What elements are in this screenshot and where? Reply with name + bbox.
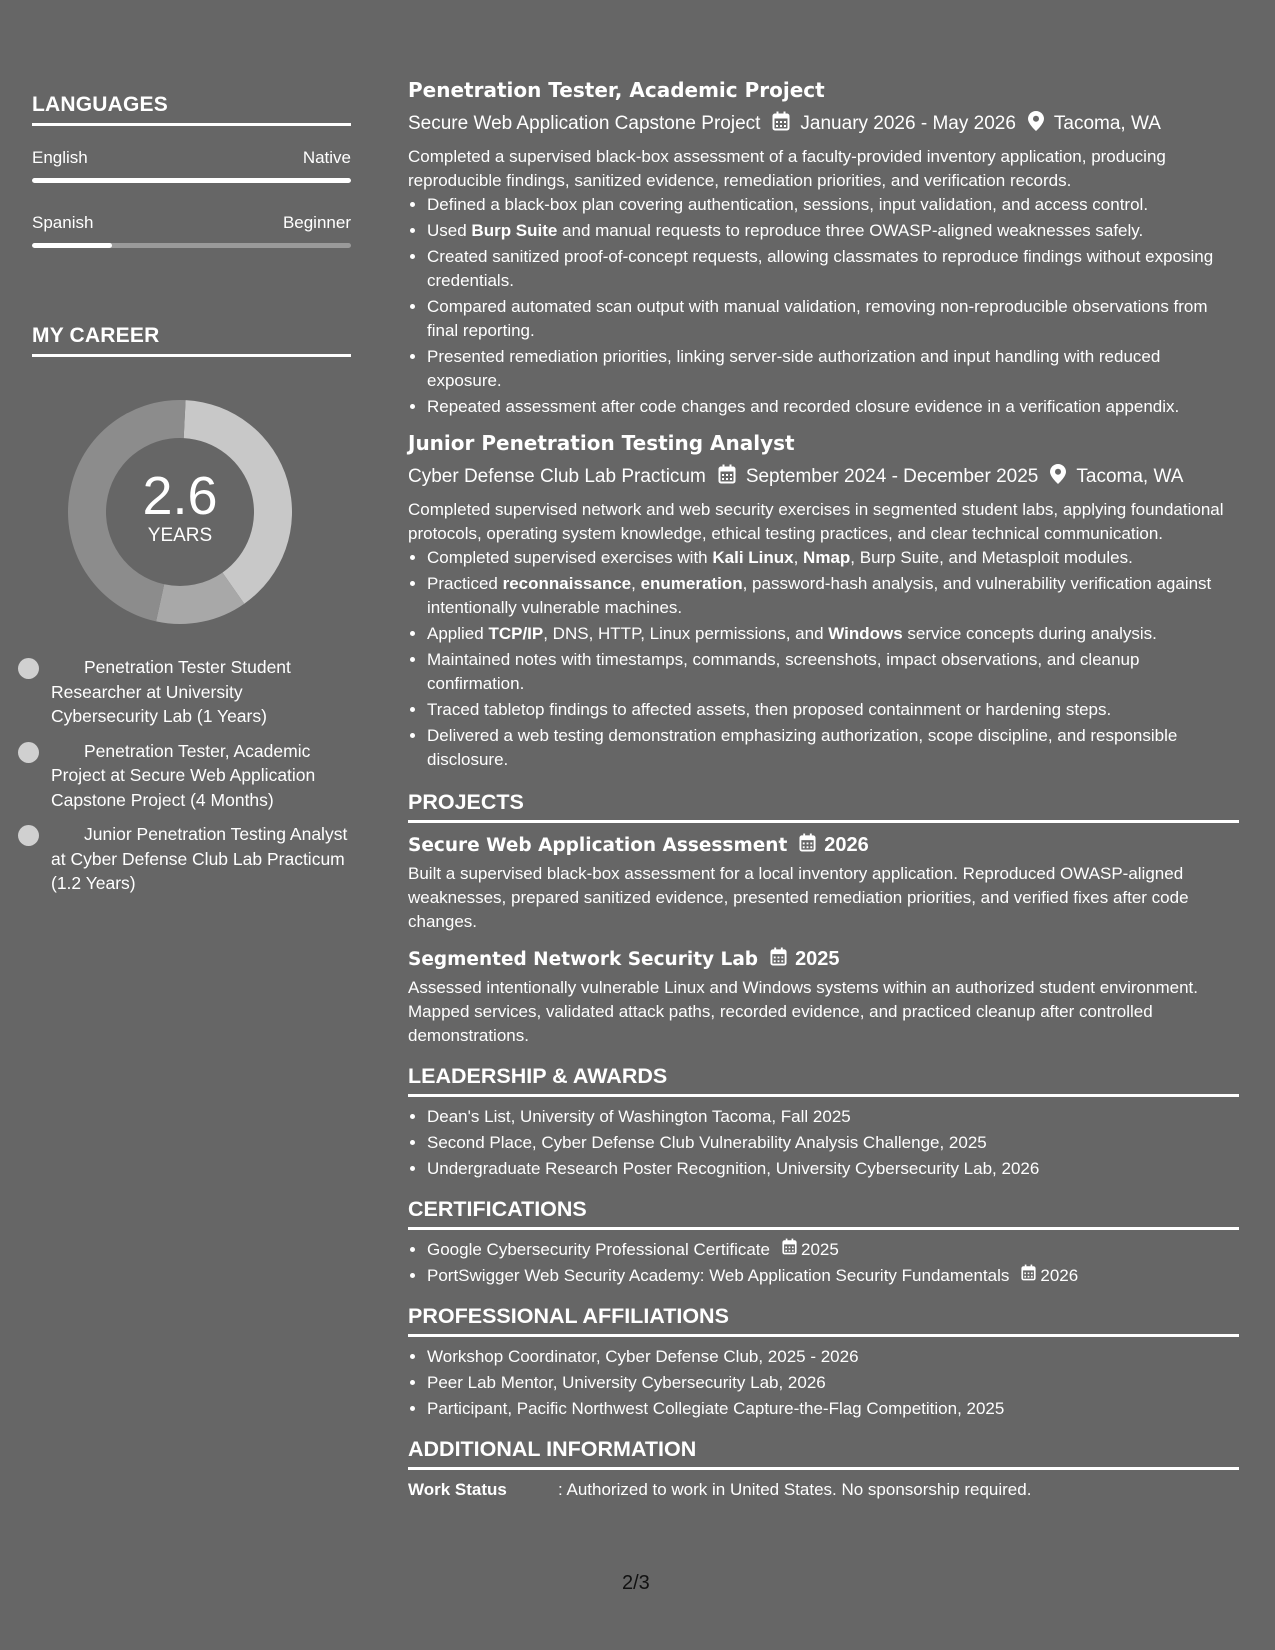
projects-heading: PROJECTS [408, 790, 1239, 823]
leadership-item: • Dean's List, University of Washington Tacoma, Fall 2025 [427, 1105, 1239, 1129]
career-list [32, 655, 351, 896]
bullet-text: Compared automated scan output with manual validation, removing non-reproducible observations from final reporting. [427, 297, 1208, 340]
location-pin-icon [1028, 111, 1044, 137]
bullet-keyword: TCP/IP [488, 624, 544, 643]
career-item-text: Penetration Tester Student Researcher at University Cybersecurity Lab (1 Years) [51, 657, 291, 726]
language-name: Spanish [32, 213, 94, 232]
bullet-text: Delivered a web testing demonstration emphasizing authorization, scope discipline, and responsible disclosure. [427, 726, 1178, 769]
career-heading: MY CAREER [32, 324, 351, 357]
page-number: 2/3 [622, 1572, 650, 1594]
calendar-icon [799, 833, 816, 857]
project-description: Built a supervised black-box assessment for a local inventory application. Reproduced OWASP-aligned weaknesses, prepared sanitized evidence, presented remediation priorities, and verified fixes after code changes. [408, 864, 1189, 931]
main-content [408, 78, 1239, 1500]
certification-item [427, 1264, 1239, 1288]
bullet-text: , DNS, HTTP, Linux permissions, and [543, 624, 829, 643]
job-bullets [408, 546, 1239, 772]
legend-dot [18, 658, 39, 679]
language-proficiency-bar [32, 243, 351, 248]
bullet-text: service concepts during analysis. [902, 624, 1157, 643]
experience-entry [408, 431, 1239, 772]
job-organization: Cyber Defense Club Lab Practicum [408, 466, 706, 487]
job-bullet [427, 345, 1239, 393]
leadership-heading: LEADERSHIP & AWARDS [408, 1064, 1239, 1097]
certifications-section [408, 1197, 1239, 1288]
career-item-text: Junior Penetration Testing Analyst at Cyber Defense Club Lab Practicum (1.2 Years) [51, 824, 348, 893]
job-bullets [408, 193, 1239, 419]
bullet-text: , [793, 548, 804, 567]
certification-year: 2026 [1040, 1266, 1079, 1285]
language-item [32, 213, 351, 248]
bullet-keyword: Burp Suite [471, 221, 558, 240]
leadership-item: • Undergraduate Research Poster Recognition, University Cybersecurity Lab, 2026 [427, 1157, 1239, 1181]
language-level: Native [302, 148, 351, 167]
job-bullet [427, 295, 1239, 343]
affiliation-item: • Peer Lab Mentor, University Cybersecurity Lab, 2026 [427, 1371, 1239, 1395]
job-location: Tacoma, WA [1076, 466, 1184, 487]
job-bullet [427, 622, 1239, 646]
bullet-keyword: Kali Linux [712, 548, 794, 567]
legend-dot [18, 742, 39, 763]
bullet-text: Defined a black-box plan covering authentication, sessions, input validation, and access control. [427, 195, 1149, 214]
additional-info-section [408, 1437, 1239, 1500]
affiliations-heading: PROFESSIONAL AFFILIATIONS [408, 1304, 1239, 1337]
job-bullet [427, 245, 1239, 293]
calendar-icon [772, 111, 790, 137]
job-meta [408, 111, 1239, 137]
job-bullet [427, 546, 1239, 570]
certifications-heading: CERTIFICATIONS [408, 1197, 1239, 1230]
project-title: Secure Web Application Assessment [408, 834, 788, 856]
affiliation-item: • Workshop Coordinator, Cyber Defense Club, 2025 - 2026 [427, 1345, 1239, 1369]
certifications-list [408, 1238, 1239, 1288]
legend-dot [18, 825, 39, 846]
job-summary: Completed a supervised black-box assessment of a faculty-provided inventory application, producing reproducible findings, sanitized evidence, remediation priorities, and verification records. [408, 147, 1166, 190]
work-status-row [408, 1480, 1239, 1500]
bullet-text: and manual requests to reproduce three OWASP-aligned weaknesses safely. [557, 221, 1144, 240]
career-donut-chart [65, 397, 295, 627]
career-donut-center [65, 466, 295, 547]
bullet-text: Created sanitized proof-of-concept requests, allowing classmates to reproduce findings without exposing credentials. [427, 247, 1214, 290]
project-title: Segmented Network Security Lab [408, 948, 759, 970]
bullet-text: , Burp Suite, and Metasploit modules. [850, 548, 1133, 567]
bullet-keyword: reconnaissance [502, 574, 632, 593]
project-year: 2025 [795, 947, 840, 970]
job-dates: January 2026 - May 2026 [800, 113, 1016, 134]
job-dates: September 2024 - December 2025 [745, 466, 1039, 487]
job-bullet [427, 698, 1239, 722]
languages-heading: LANGUAGES [32, 93, 351, 126]
career-list-item [51, 822, 351, 896]
bullet-text: Presented remediation priorities, linking server-side authorization and input handling with reduced exposure. [427, 347, 1161, 390]
career-total-unit: YEARS [147, 525, 213, 546]
job-meta [408, 464, 1239, 490]
bullet-keyword: enumeration [640, 574, 743, 593]
bullet-keyword: Nmap [803, 548, 851, 567]
leadership-item: • Second Place, Cyber Defense Club Vulnerability Analysis Challenge, 2025 [427, 1131, 1239, 1155]
work-status-label: Work Status [408, 1480, 507, 1499]
project-title-row [408, 947, 1239, 971]
sidebar [32, 93, 351, 906]
location-pin-icon [1050, 464, 1066, 490]
career-list-item [51, 655, 351, 729]
job-bullet [427, 572, 1239, 620]
job-summary: Completed supervised network and web security exercises in segmented student labs, applying foundational protocols, operating system knowledge, ethical testing practices, and clear technical communication. [408, 500, 1224, 543]
bullet-text: Applied [427, 624, 489, 643]
job-location: Tacoma, WA [1053, 113, 1161, 134]
leadership-section [408, 1064, 1239, 1181]
language-level: Beginner [282, 213, 351, 232]
calendar-icon [770, 947, 787, 971]
bullet-text: , password-hash analysis, and vulnerability verification against intentionally vulnerable machines. [427, 574, 1212, 617]
bullet-text: , [631, 574, 641, 593]
language-proficiency-bar [32, 178, 351, 183]
bullet-text: Used [427, 221, 472, 240]
experience-entry [408, 78, 1239, 419]
language-proficiency-fill [32, 243, 112, 248]
affiliations-list [408, 1345, 1239, 1421]
bullet-keyword: Windows [828, 624, 903, 643]
additional-info-heading: ADDITIONAL INFORMATION [408, 1437, 1239, 1470]
job-organization: Secure Web Application Capstone Project [408, 113, 761, 134]
career-total-years: 2.6 [142, 466, 218, 526]
job-title: Penetration Tester, Academic Project [408, 78, 825, 102]
project-title-row [408, 833, 1239, 857]
bullet-text: Traced tabletop findings to affected assets, then proposed containment or hardening steps. [427, 700, 1112, 719]
certification-name: Google Cybersecurity Professional Certificate [427, 1240, 770, 1259]
bullet-text: Repeated assessment after code changes and recorded closure evidence in a verification appendix. [427, 397, 1180, 416]
leadership-list [408, 1105, 1239, 1181]
affiliation-item: • Participant, Pacific Northwest Collegiate Capture-the-Flag Competition, 2025 [427, 1397, 1239, 1421]
calendar-icon [718, 464, 736, 490]
job-title: Junior Penetration Testing Analyst [408, 431, 795, 455]
language-name: English [32, 148, 88, 167]
calendar-icon [1021, 1264, 1036, 1288]
certification-item [427, 1238, 1239, 1262]
project-entry [408, 947, 1239, 1048]
bullet-text: Practiced [427, 574, 503, 593]
job-bullet [427, 193, 1239, 217]
project-year: 2026 [824, 833, 869, 856]
certification-year: 2025 [800, 1240, 839, 1259]
certification-name: PortSwigger Web Security Academy: Web Application Security Fundamentals [427, 1266, 1010, 1285]
projects-section [408, 790, 1239, 1048]
affiliations-section [408, 1304, 1239, 1421]
job-bullet [427, 648, 1239, 696]
bullet-text: Maintained notes with timestamps, commands, screenshots, impact observations, and cleanup confirmation. [427, 650, 1140, 693]
project-entry [408, 833, 1239, 934]
job-bullet [427, 724, 1239, 772]
job-bullet [427, 395, 1239, 419]
work-status-value: : Authorized to work in United States. No sponsorship required. [558, 1480, 1032, 1499]
calendar-icon [782, 1238, 797, 1262]
language-item [32, 148, 351, 183]
job-bullet [427, 219, 1239, 243]
career-list-item [51, 739, 351, 813]
language-proficiency-fill [32, 178, 351, 183]
bullet-text: Completed supervised exercises with [427, 548, 713, 567]
career-item-text: Penetration Tester, Academic Project at Secure Web Application Capstone Project (4 Months) [51, 740, 316, 810]
project-description: Assessed intentionally vulnerable Linux and Windows systems within an authorized student environment. Mapped services, validated attack paths, recorded evidence, and practiced cleanup after controlled demonstrations. [408, 978, 1198, 1045]
